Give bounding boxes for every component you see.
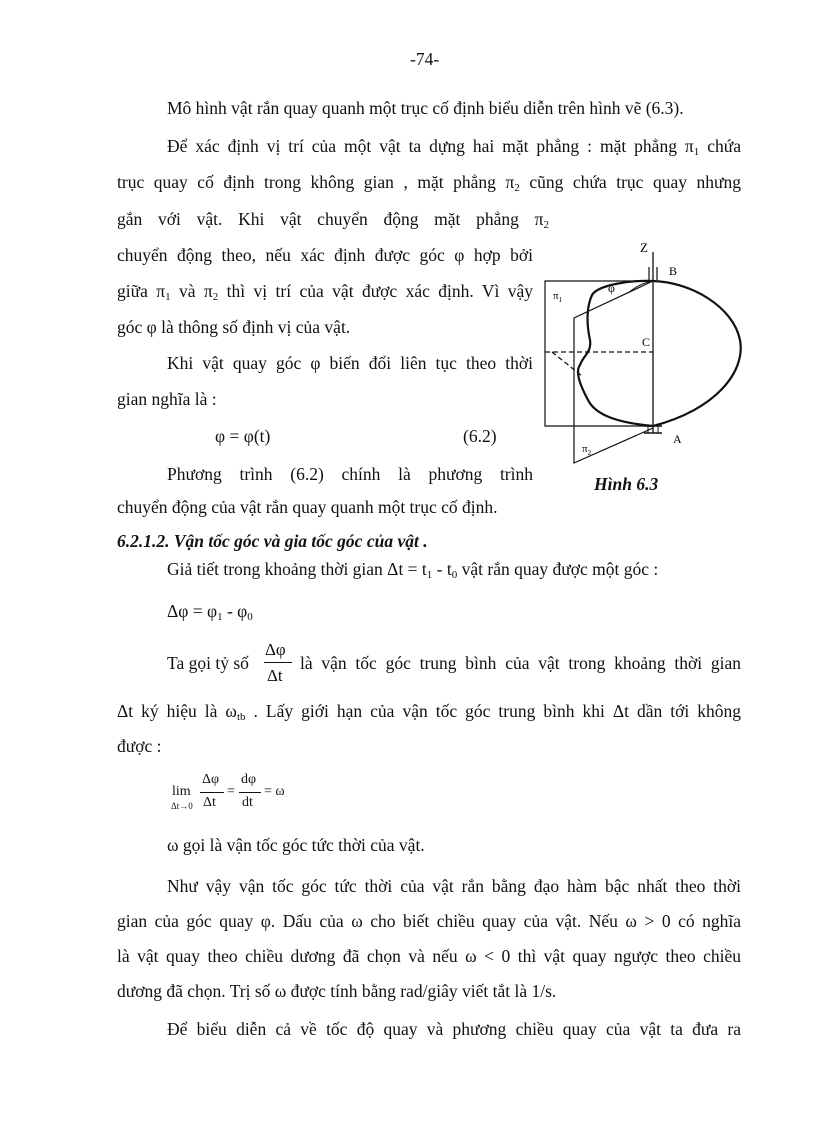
plane-pi2 [574,281,653,463]
paragraph-4-line-1: Phương trình (6.2) chính là phương trình [167,464,533,484]
ratio-description: là vận tốc góc trung bình của vật trong khoảng thời gian [300,653,741,673]
ratio-intro-text: Ta gọi tỷ số [167,653,249,673]
paragraph-8-line-2: gian của góc quay φ. Dấu của ω cho biết chiều quay của vật. Nếu ω > 0 có nghĩa [117,911,741,931]
paragraph-8-line-1: Như vậy vận tốc góc tức thời của vật rắn bằng đạo hàm bậc nhất theo thời [167,876,741,896]
delta-phi-equation: $\Delta\varphi = \varphi_1 - \varphi_0$ [167,601,253,623]
lim-equals-1: = [227,784,235,799]
figure-6-3-diagram [540,230,760,470]
paragraph-3-line-1: Khi vật quay góc φ biến đổi liên tục theo thời [167,353,533,373]
paragraph-2-line-2: trục quay cố định trong không gian , mặt phẳng $\pi_2$ cũng chứa trục quay nhưng [117,172,741,194]
paragraph-8-line-3: là vật quay theo chiều dương đã chọn và nếu ω < 0 thì vật quay ngược theo chiều [117,946,741,966]
label-b: B [669,264,678,278]
lim-subscript: Δt→0 [171,801,193,811]
paragraph-1: Mô hình vật rắn quay quanh một trục cố định biểu diễn trên hình vẽ (6.3). [167,98,684,118]
lim-equals-2: = ω [264,784,285,799]
equation-number: (6.2) [463,426,497,446]
equation-expression: φ = φ(t) [215,426,271,446]
paragraph-3-line-2: gian nghĩa là : [117,389,217,409]
paragraph-4-line-2: chuyển động của vật rắn quay quanh một trục cố định. [117,497,498,517]
fraction-numerator: Δφ [265,640,286,659]
paragraph-2-line-3: gắn với vật. Khi vật chuyển động mặt phẳng $\pi_2$ [117,209,549,231]
paragraph-8-line-4: dương đã chọn. Trị số ω được tính bằng rad/giây viết tắt là 1/s. [117,981,557,1001]
paragraph-9: Để biểu diễn cả về tốc độ quay và phương chiều quay của vật ta đưa ra [167,1019,741,1039]
label-c: C [642,335,651,349]
lim-denominator-1: Δt [203,795,216,810]
lim-fraction-bar-1 [200,792,224,793]
figure-caption: Hình 6.3 [594,474,659,494]
label-pi1: $\pi_1$ [553,290,563,304]
lim-fraction-bar-2 [239,792,261,793]
page-number: -74- [410,49,440,69]
label-pi2: $\pi_2$ [582,443,592,457]
fraction-denominator: Δt [267,666,283,685]
lim-numerator-2: dφ [241,772,257,787]
label-phi: φ [608,281,615,295]
paragraph-7: ω gọi là vận tốc góc tức thời của vật. [167,835,425,855]
lim-denominator-2: dt [242,795,253,810]
paragraph-6-line-2: Δt ký hiệu là $\omega_{tb}$ . Lấy giới hạn của vận tốc góc trung bình khi Δt dần tới không [117,701,741,723]
rigid-body [578,281,741,426]
paragraph-6-line-3: được : [117,736,162,756]
label-a: A [673,432,682,446]
paragraph-2-line-1: Để xác định vị trí của một vật ta dựng hai mặt phẳng : mặt phẳng $\pi_1$ chứa [167,136,741,158]
lim-numerator-1: Δφ [202,772,220,787]
paragraph-5: Giả tiết trong khoảng thời gian $\Delta t = t_1 - t_0$ vật rắn quay được một góc : [167,559,659,581]
paragraph-2-line-6: góc φ là thông số định vị của vật. [117,317,351,337]
fraction-bar [264,662,292,663]
paragraph-2-line-5: giữa $\pi_1$ và $\pi_2$ thì vị trí của vật được xác định. Vì vậy [117,281,534,303]
paragraph-2-line-4: chuyển động theo, nếu xác định được góc φ hợp bởi [117,245,533,265]
label-z: Z [640,240,648,255]
lim-operator: lim [172,784,191,799]
section-heading: 6.2.1.2. Vận tốc góc và gia tốc góc của vật . [117,531,428,551]
section-line-diagonal [552,352,582,376]
